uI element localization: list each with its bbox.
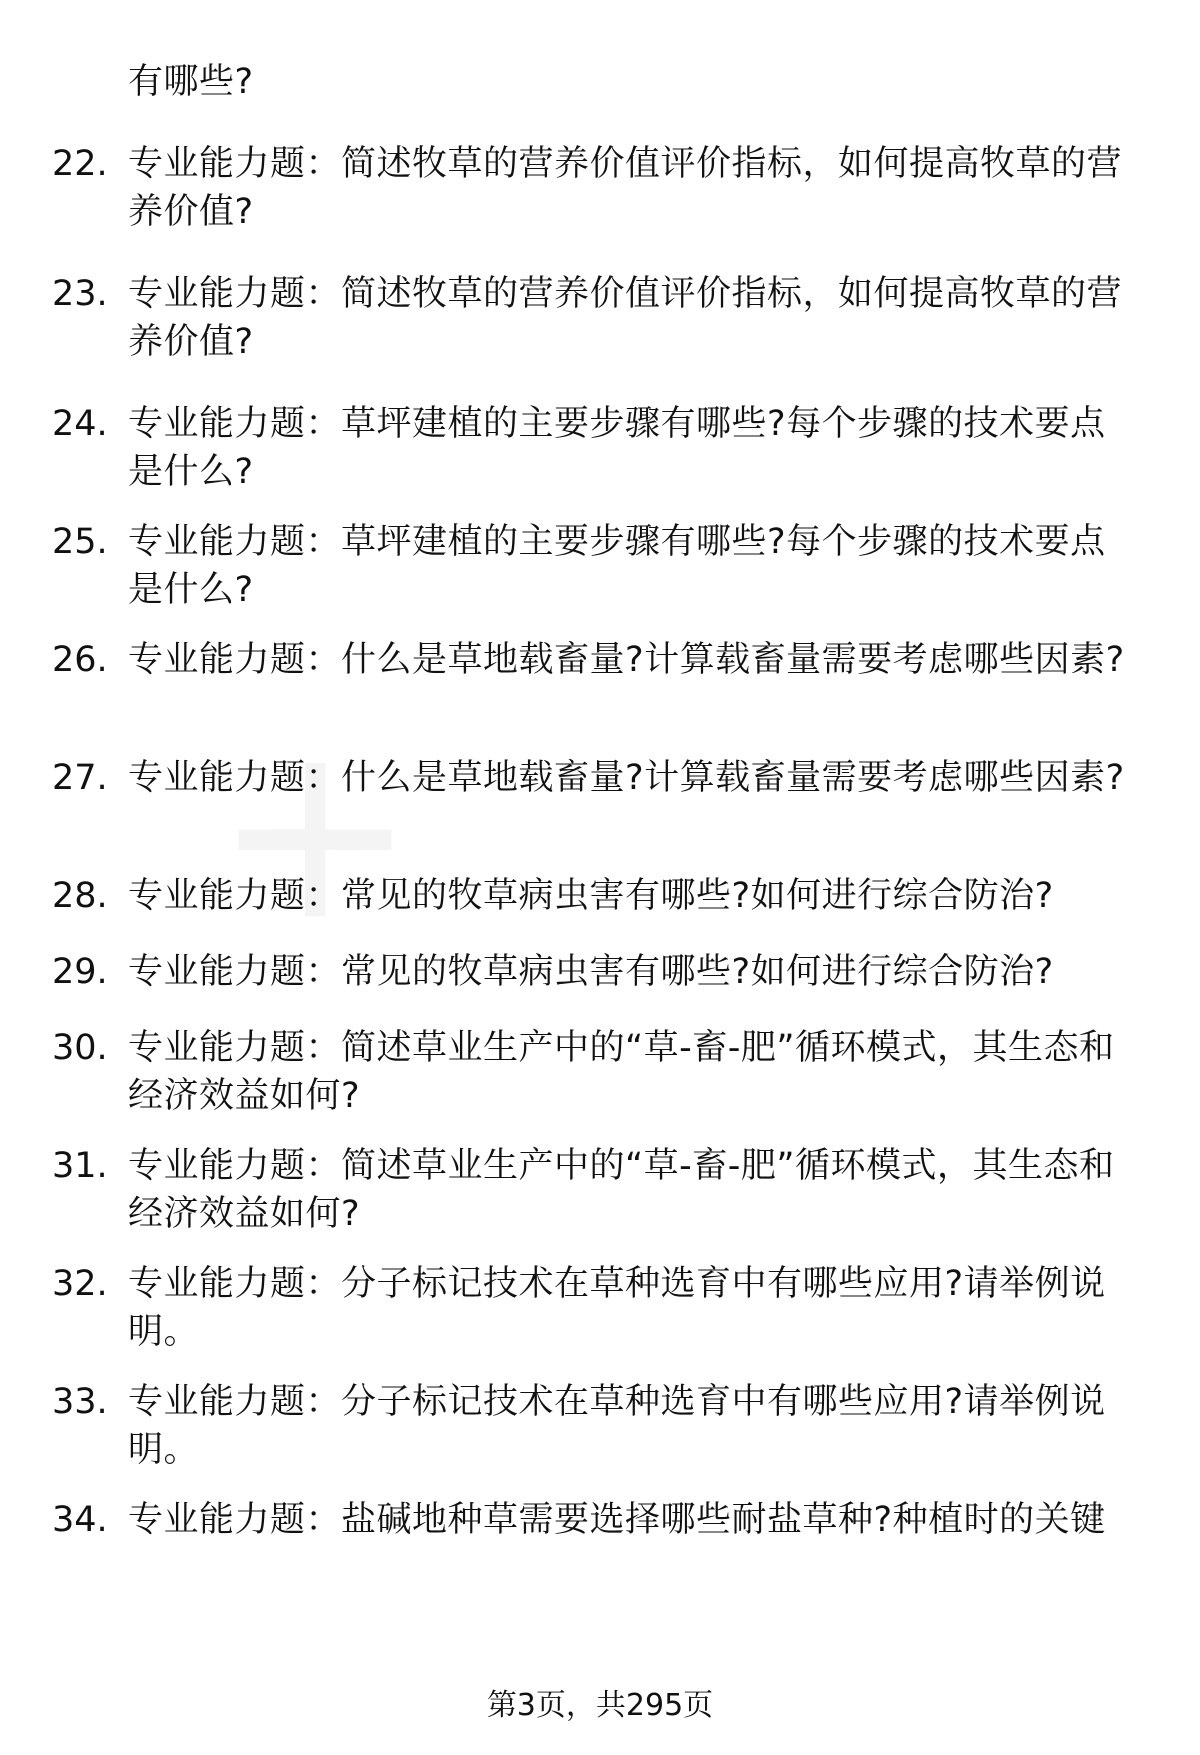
question-number: 23. <box>52 274 108 314</box>
question-text: 专业能力题：简述牧草的营养价值评价指标，如何提高牧草的营养价值? <box>128 144 1123 232</box>
question-number: 27. <box>52 758 108 798</box>
question-number: 24. <box>52 404 108 444</box>
question-text: 专业能力题：分子标记技术在草种选育中有哪些应用?请举例说明。 <box>128 1264 1106 1352</box>
question-item <box>0 872 1200 948</box>
question-item <box>0 948 1200 1024</box>
question-text: 专业能力题：常见的牧草病虫害有哪些?如何进行综合防治? <box>128 952 1054 992</box>
question-text: 专业能力题：草坪建植的主要步骤有哪些?每个步骤的技术要点是什么? <box>128 404 1106 492</box>
question-number: 34. <box>52 1500 108 1540</box>
question-text: 专业能力题：简述牧草的营养价值评价指标，如何提高牧草的营养价值? <box>128 274 1123 362</box>
question-number: 31. <box>52 1146 108 1186</box>
question-text: 专业能力题：常见的牧草病虫害有哪些?如何进行综合防治? <box>128 876 1054 916</box>
question-text: 专业能力题：分子标记技术在草种选育中有哪些应用?请举例说明。 <box>128 1382 1106 1470</box>
question-text: 专业能力题：盐碱地种草需要选择哪些耐盐草种?种植时的关键 <box>128 1500 1106 1540</box>
question-item <box>0 140 1200 270</box>
question-number: 28. <box>52 876 108 916</box>
question-number: 25. <box>52 522 108 562</box>
question-number: 32. <box>52 1264 108 1304</box>
question-item <box>0 270 1200 400</box>
question-item <box>0 400 1200 518</box>
question-item <box>0 1378 1200 1496</box>
question-text: 专业能力题：什么是草地载畜量?计算载畜量需要考虑哪些因素? <box>128 758 1125 798</box>
question-text: 专业能力题：简述草业生产中的“草-畜-肥”循环模式，其生态和经济效益如何? <box>128 1028 1115 1116</box>
page-number-footer: 第3页，共295页 <box>486 1688 714 1723</box>
question-number: 33. <box>52 1382 108 1422</box>
continued-question-text: 有哪些? <box>128 62 254 102</box>
question-number: 29. <box>52 952 108 992</box>
question-text: 专业能力题：草坪建植的主要步骤有哪些?每个步骤的技术要点是什么? <box>128 522 1106 610</box>
question-item <box>0 518 1200 636</box>
question-item <box>0 636 1200 754</box>
question-list <box>0 140 1200 1548</box>
question-item <box>0 1260 1200 1378</box>
question-number: 30. <box>52 1028 108 1068</box>
question-number: 22. <box>52 144 108 184</box>
question-text: 专业能力题：什么是草地载畜量?计算载畜量需要考虑哪些因素? <box>128 640 1125 680</box>
question-item <box>0 1142 1200 1260</box>
question-item <box>0 1024 1200 1142</box>
question-item <box>0 754 1200 872</box>
question-text: 专业能力题：简述草业生产中的“草-畜-肥”循环模式，其生态和经济效益如何? <box>128 1146 1115 1234</box>
question-item <box>0 1496 1200 1548</box>
question-number: 26. <box>52 640 108 680</box>
